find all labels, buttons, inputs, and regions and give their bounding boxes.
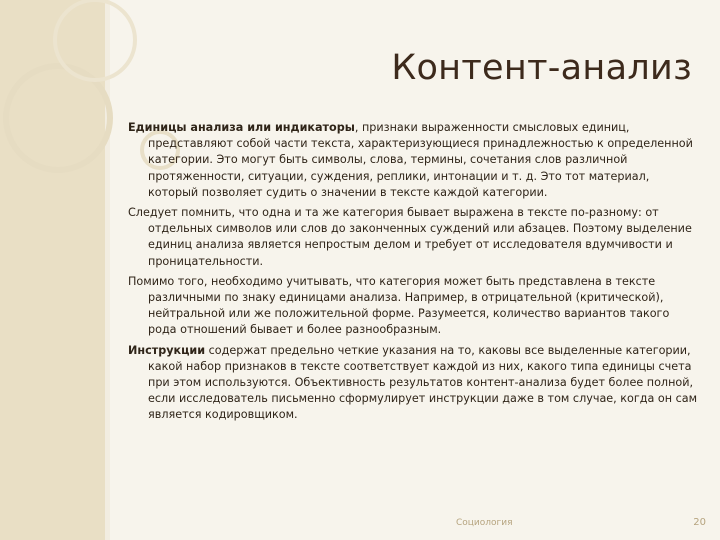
paragraph-units bbox=[128, 120, 698, 201]
term-instructions: Инструкции bbox=[128, 343, 206, 357]
footer-label: Социология bbox=[456, 518, 513, 528]
paragraph-categories bbox=[128, 205, 698, 270]
paragraph-instructions bbox=[128, 343, 698, 424]
paragraph-text: , признаки выраженности смысловых единиц, представляют собой части текста, характеризующиеся принадлежностью к определенной категории. Это могут быть символы, слова, термины, сочетания слов различной протяженности, ситуации, суждения, реплики, интонации и т. д. Это тот материал, который позволяет судить о значении в тексте каждой категории. bbox=[148, 121, 693, 199]
slide-body bbox=[128, 120, 698, 428]
slide-title: Контент-анализ bbox=[391, 48, 692, 88]
paragraph-sign bbox=[128, 274, 698, 339]
paragraph-text: Следует помнить, что одна и та же категория бывает выражена в тексте по-разному: от отдельных символов или слов до законченных суждений или абзацев. Поэтому выделение единиц анализа является непростым делом и требует от исследователя вдумчивости и проницательности. bbox=[128, 206, 692, 268]
decor-circle-top bbox=[55, 0, 135, 80]
paragraph-text: содержат предельно четкие указания на то, каковы все выделенные категории, какой набор признаков в тексте соответствует каждой из них, какого типа единицы счета при этом используются. Объективность результатов контент-анализа будет более полной, если исследователь письменно сформулирует инструкции даже в том случае, когда он сам является кодировщиком. bbox=[148, 343, 698, 422]
term-units: Единицы анализа или индикаторы bbox=[128, 121, 355, 134]
paragraph-text: Помимо того, необходимо учитывать, что категория может быть представлена в тексте различными по знаку единицами анализа. Например, в отрицательной (критической), нейтральной или же положительной форме. Разумеется, количество вариантов такого рода отношений бывает и более разнообразным. bbox=[128, 274, 670, 337]
page-number: 20 bbox=[693, 517, 706, 528]
